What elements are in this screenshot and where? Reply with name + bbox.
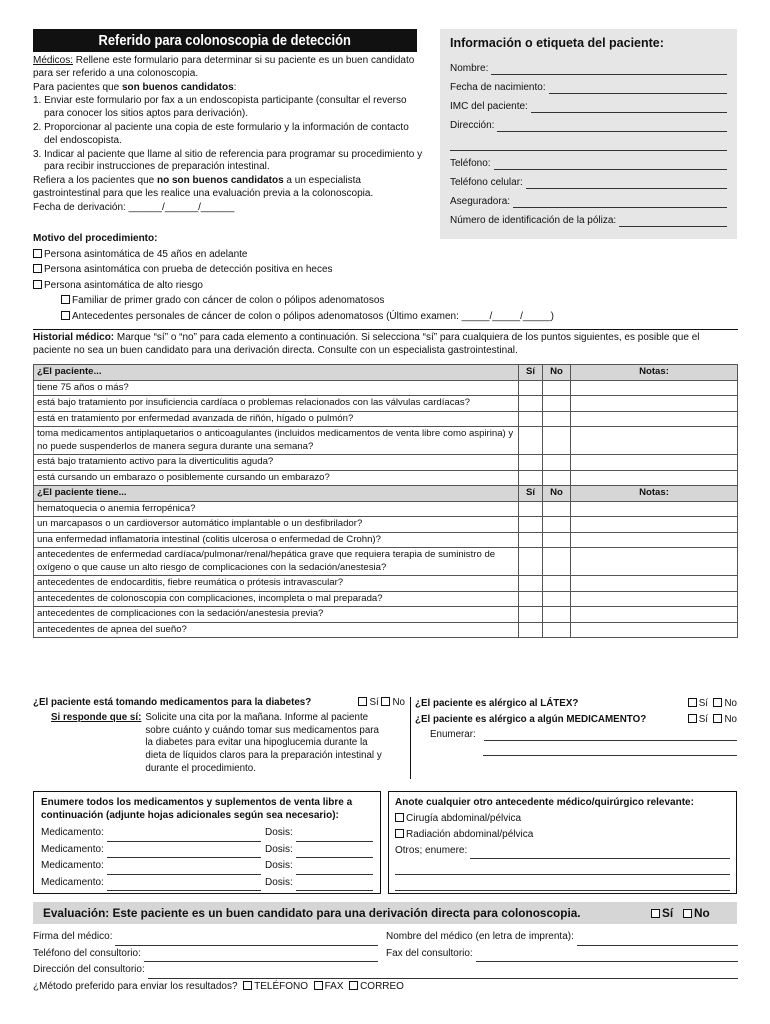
patient-info-title: Información o etiqueta del paciente:: [450, 36, 664, 50]
physician-signature-field[interactable]: Firma del médico:: [33, 929, 378, 946]
latex-yes-checkbox[interactable]: [688, 698, 697, 707]
table-row: está bajo tratamiento activo para la diverticulitis aguda?: [34, 455, 738, 471]
reason-high-risk[interactable]: Persona asintomática de alto riesgo: [33, 278, 733, 294]
diabetes-yes-checkbox[interactable]: [358, 697, 367, 706]
table-row: antecedentes de colonoscopia con complicaciones, incompleta o mal preparada?: [34, 591, 738, 607]
checkbox[interactable]: [33, 264, 42, 273]
med-row-2[interactable]: Medicamento: Dosis:: [41, 842, 373, 859]
reason-family[interactable]: Familiar de primer grado con cáncer de colon o pólipos adenomatosos: [33, 293, 733, 309]
checkbox[interactable]: [395, 829, 404, 838]
office-fax-field[interactable]: Fax del consultorio:: [386, 946, 738, 963]
table-row: toma medicamentos antiplaquetarios o anticoagulantes (incluidos medicamentos de venta libre como aspirina) y no puede suspenderlos de manera segura durante una semana?: [34, 427, 738, 455]
table-row: un marcapasos o un cardioversor automático implantable o un desfibrilador?: [34, 517, 738, 533]
diabetes-section: ¿El paciente está tomando medicamentos para la diabetes? Sí No Si responde que sí: Solicite una cita por la mañana. Informe al paciente sobre cuánto y cuándo tomar sus medicamentos para la diabetes para evitar una hipoglucemia durante la dieta de líquidos claros para la preparación intestinal y durante el procedimiento.: [33, 697, 405, 774]
surgery-option[interactable]: Cirugía abdominal/pélvica: [395, 811, 730, 827]
table-row: antecedentes de enfermedad cardíaca/pulmonar/renal/hepática grave que requiera terapia de suministro de oxígeno o que cause un alto riesgo de complicaciones con la sedación/anestesia?: [34, 548, 738, 576]
method-fax-checkbox[interactable]: [314, 981, 323, 990]
med-row-3[interactable]: Medicamento: Dosis:: [41, 858, 373, 875]
allergy-section: ¿El paciente es alérgico al LÁTEX? Sí No ¿El paciente es alérgico a algún MEDICAMENTO? Sí No Enumerar:: [415, 697, 737, 756]
medications-box: Enumere todos los medicamentos y suplementos de venta libre a continuación (adjunte hojas adicionales según sea necesario): Medicamento: Dosis: Medicamento: Dosis: Medicamento: Dosis: Medicamento: Dosis:: [33, 791, 381, 894]
referral-date-field[interactable]: Fecha de derivación: ______/______/______: [33, 201, 235, 213]
office-phone-field[interactable]: Teléfono del consultorio:: [33, 946, 378, 963]
patient-name-field[interactable]: Nombre:: [450, 56, 727, 75]
reason-personal[interactable]: Antecedentes personales de cáncer de colon o pólipos adenomatosos (Último examen: _____/_____/_____): [33, 309, 733, 325]
checkbox[interactable]: [33, 249, 42, 258]
instructions: Médicos: Rellene este formulario para determinar si su paciente es un buen candidato para ser referido a una colonoscopia. Para pacientes que son buenos candidatos: 1. Enviar este formulario por fax a un endoscopista participante (consultar el reverso para conocer los sitios aptos para derivación). 2. Proporcionar al paciente una copia de este formulario y la información de contacto del endoscopista. 3. Indicar al paciente que llame al sitio de referencia para programar su procedimiento y para recibir instrucciones de preparación intestinal. Refiera a los pacientes que no son buenos candidatos a un especialista gastrointestinal para que les realice una evaluación previa a la colonoscopia. Fecha de derivación: ______/______/______: [33, 55, 423, 213]
patient-bmi-field[interactable]: IMC del paciente:: [450, 94, 727, 113]
patient-dob-field[interactable]: Fecha de nacimiento:: [450, 75, 727, 94]
patient-phone-field[interactable]: Teléfono:: [450, 151, 727, 170]
med-row-4[interactable]: Medicamento: Dosis:: [41, 875, 373, 892]
table-row: antecedentes de endocarditis, fiebre reumática o prótesis intravascular?: [34, 576, 738, 592]
table-row: hematoquecia o anemia ferropénica?: [34, 501, 738, 517]
table-row: antecedentes de complicaciones con la sedación/anestesia previa?: [34, 607, 738, 623]
latex-no-checkbox[interactable]: [713, 698, 722, 707]
patient-address-field[interactable]: Dirección:: [450, 113, 727, 132]
evaluation-bar: Evaluación: Este paciente es un buen candidato para una derivación directa para colonoscopia. Sí No: [33, 902, 737, 924]
patient-info-box: [440, 29, 737, 239]
table-row: está bajo tratamiento por insuficiencia cardíaca o problemas relacionados con las válvulas cardíacas?: [34, 396, 738, 412]
med-allergy-no-checkbox[interactable]: [713, 714, 722, 723]
result-method: ¿Método preferido para enviar los resultados? TELÉFONO FAX CORREO: [33, 980, 404, 992]
procedure-reasons: Motivo del procedimiento: Persona asintomática de 45 años en adelante Persona asintomática con prueba de detección positiva en heces Persona asintomática de alto riesgo Familiar de primer grado con cáncer de colon o pólipos adenomatosos Antecedentes personales de cáncer de colon o pólipos adenomatosos (Último examen: _____/_____/_____): [33, 231, 733, 324]
patient-insurer-field[interactable]: Aseguradora:: [450, 189, 727, 208]
office-address-field[interactable]: Dirección del consultorio:: [33, 962, 738, 979]
history-table-1: ¿El paciente... Sí No Notas: tiene 75 años o más? está bajo tratamiento por insuficiencia cardíaca o problemas relacionados con las válvulas cardíacas? está en tratamiento por enfermedad avanzada de riñón, hígado o pulmón? toma medicamentos antiplaquetarios o anticoagulantes (incluidos medicamentos de venta libre como aspirina) y no puede suspenderlos de manera segura durante una semana? está bajo tratamiento activo para la diverticulitis aguda? está cursando un embarazo o posiblemente cursando un embarazo? ¿El paciente tiene... Sí No Notas: hematoquecia o anemia ferropénica? un marcapasos o un cardioversor automático implantable o un desfibrilador? una enfermedad inflamatoria intestinal (colitis ulcerosa o enfermedad de Crohn)? antecedentes de enfermedad cardíaca/pulmonar/renal/hepática grave que requiera terapia de suministro de oxígeno o que cause un alto riesgo de complicaciones con la sedación/anestesia? antecedentes de endocarditis, fiebre reumática o prótesis intravascular? antecedentes de colonoscopia con complicaciones, incompleta o mal preparada? antecedentes de complicaciones con la sedación/anestesia previa? antecedentes de apnea del sueño?: [33, 364, 738, 638]
checkbox[interactable]: [61, 311, 70, 320]
allergy-list-field[interactable]: Enumerar:: [415, 728, 737, 741]
checkbox[interactable]: [61, 295, 70, 304]
table-row: tiene 75 años o más?: [34, 380, 738, 396]
checkbox[interactable]: [395, 813, 404, 822]
eval-yes-checkbox[interactable]: [651, 909, 660, 918]
method-mail-checkbox[interactable]: [349, 981, 358, 990]
checkbox[interactable]: [33, 280, 42, 289]
patient-address-line2[interactable]: [450, 132, 727, 151]
radiation-option[interactable]: Radiación abdominal/pélvica: [395, 827, 730, 843]
reason-positive-test[interactable]: Persona asintomática con prueba de detección positiva en heces: [33, 262, 733, 278]
eval-no-checkbox[interactable]: [683, 909, 692, 918]
history-intro: Historial médico: Marque “sí” o “no” para cada elemento a continuación. Si selecciona “sí” para cualquiera de los puntos siguientes, es posible que el paciente no sea un buen candidato para una derivación directa. Consulte con un especialista gastrointestinal.: [33, 332, 700, 356]
method-phone-checkbox[interactable]: [243, 981, 252, 990]
patient-policy-field[interactable]: Número de identificación de la póliza:: [450, 208, 727, 227]
physician-section: [33, 929, 738, 995]
patient-cell-field[interactable]: Teléfono celular:: [450, 170, 727, 189]
med-allergy-yes-checkbox[interactable]: [688, 714, 697, 723]
table-row: está cursando un embarazo o posiblemente cursando un embarazo?: [34, 470, 738, 486]
other-history-field[interactable]: Otros; enumere:: [395, 843, 730, 859]
physician-name-field[interactable]: Nombre del médico (en letra de imprenta):: [386, 929, 738, 946]
form-title: Referido para colonoscopia de detección: [33, 29, 417, 52]
table-row: antecedentes de apnea del sueño?: [34, 622, 738, 638]
reason-age[interactable]: Persona asintomática de 45 años en adelante: [33, 247, 733, 263]
med-row-1[interactable]: Medicamento: Dosis:: [41, 825, 373, 842]
diabetes-no-checkbox[interactable]: [381, 697, 390, 706]
other-history-box: Anote cualquier otro antecedente médico/quirúrgico relevante: Cirugía abdominal/pélvica Radiación abdominal/pélvica Otros; enumere:: [388, 791, 737, 894]
table-row: está en tratamiento por enfermedad avanzada de riñón, hígado o pulmón?: [34, 411, 738, 427]
table-row: una enfermedad inflamatoria intestinal (colitis ulcerosa o enfermedad de Crohn)?: [34, 532, 738, 548]
